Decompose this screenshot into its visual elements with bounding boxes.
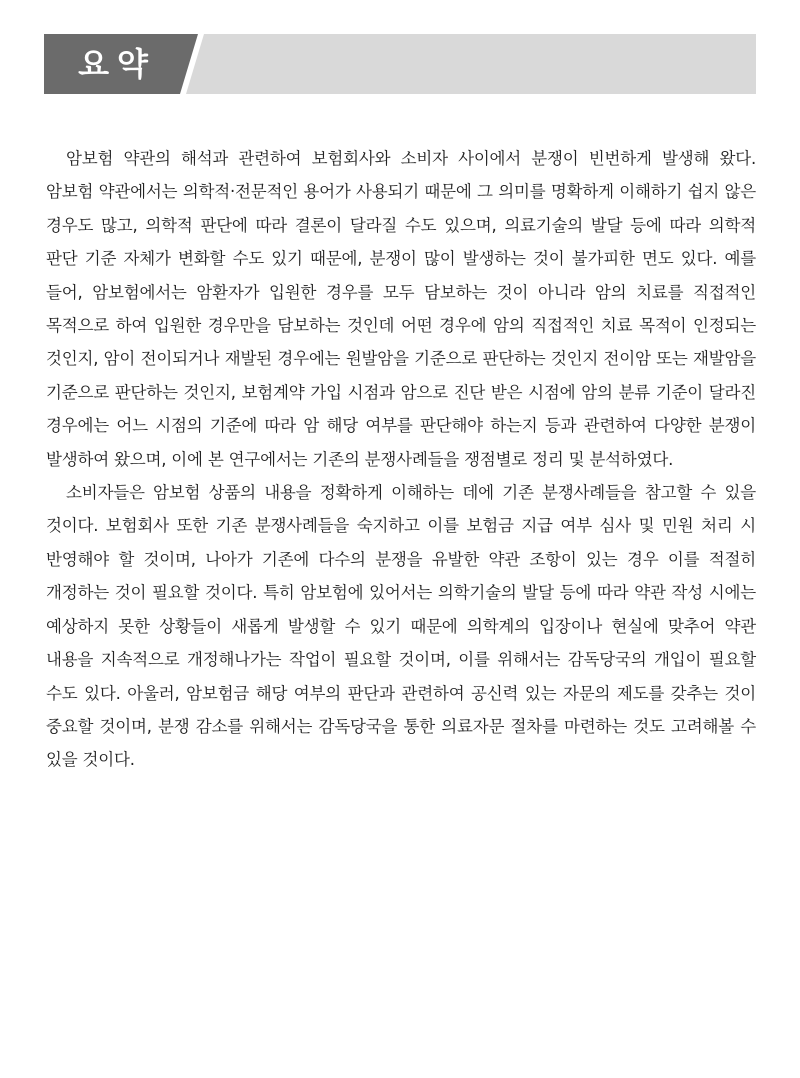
section-header bbox=[44, 34, 756, 94]
section-title: 요약 bbox=[78, 45, 156, 83]
summary-body bbox=[46, 142, 756, 777]
summary-paragraph-1: 암보험 약관의 해석과 관련하여 보험회사와 소비자 사이에서 분쟁이 빈번하게 발생해 왔다. 암보험 약관에서는 의학적·전문적인 용어가 사용되기 때문에 그 의미를 명확하게 이해하기 쉽지 않은 경우도 많고, 의학적 판단에 따라 결론이 달라질 수도 있으며, 의료기술의 발달 등에 따라 의학적 판단 기준 자체가 변화할 수도 있기 때문에, 분쟁이 많이 발생하는 것이 불가피한 면도 있다. 예를 들어, 암보험에서는 암환자가 입원한 경우를 모두 담보하는 것이 아니라 암의 치료를 직접적인 목적으로 하여 입원한 경우만을 담보하는 것인데 어떤 경우에 암의 직접적인 치료 목적이 인정되는 것인지, 암이 전이되거나 재발된 경우에는 원발암을 기준으로 판단하는 것인지 전이암 또는 재발암을 기준으로 판단하는 것인지, 보험계약 가입 시점과 암으로 진단 받은 시점에 암의 분류 기준이 달라진 경우에는 어느 시점의 기준에 따라 암 해당 여부를 판단해야 하는지 등과 관련하여 다양한 분쟁이 발생하여 왔으며, 이에 본 연구에서는 기존의 분쟁사례들을 쟁점별로 정리 및 분석하였다. bbox=[46, 149, 756, 469]
header-bar-fill bbox=[186, 34, 756, 94]
summary-paragraph-2: 소비자들은 암보험 상품의 내용을 정확하게 이해하는 데에 기존 분쟁사례들을 참고할 수 있을 것이다. 보험회사 또한 기존 분쟁사례들을 숙지하고 이를 보험금 지급 여부 심사 및 민원 처리 시 반영해야 할 것이며, 나아가 기존에 다수의 분쟁을 유발한 약관 조항이 있는 경우 이를 적절히 개정하는 것이 필요할 것이다. 특히 암보험에 있어서는 의학기술의 발달 등에 따라 약관 작성 시에는 예상하지 못한 상황들이 새롭게 발생할 수 있기 때문에 의학계의 입장이나 현실에 맞추어 약관 내용을 지속적으로 개정해나가는 작업이 필요할 것이며, 이를 위해서는 감독당국의 개입이 필요할 수도 있다. 아울러, 암보험금 해당 여부의 판단과 관련하여 공신력 있는 자문의 제도를 갖추는 것이 중요할 것이며, 분쟁 감소를 위해서는 감독당국을 통한 의료자문 절차를 마련하는 것도 고려해볼 수 있을 것이다. bbox=[46, 483, 756, 770]
